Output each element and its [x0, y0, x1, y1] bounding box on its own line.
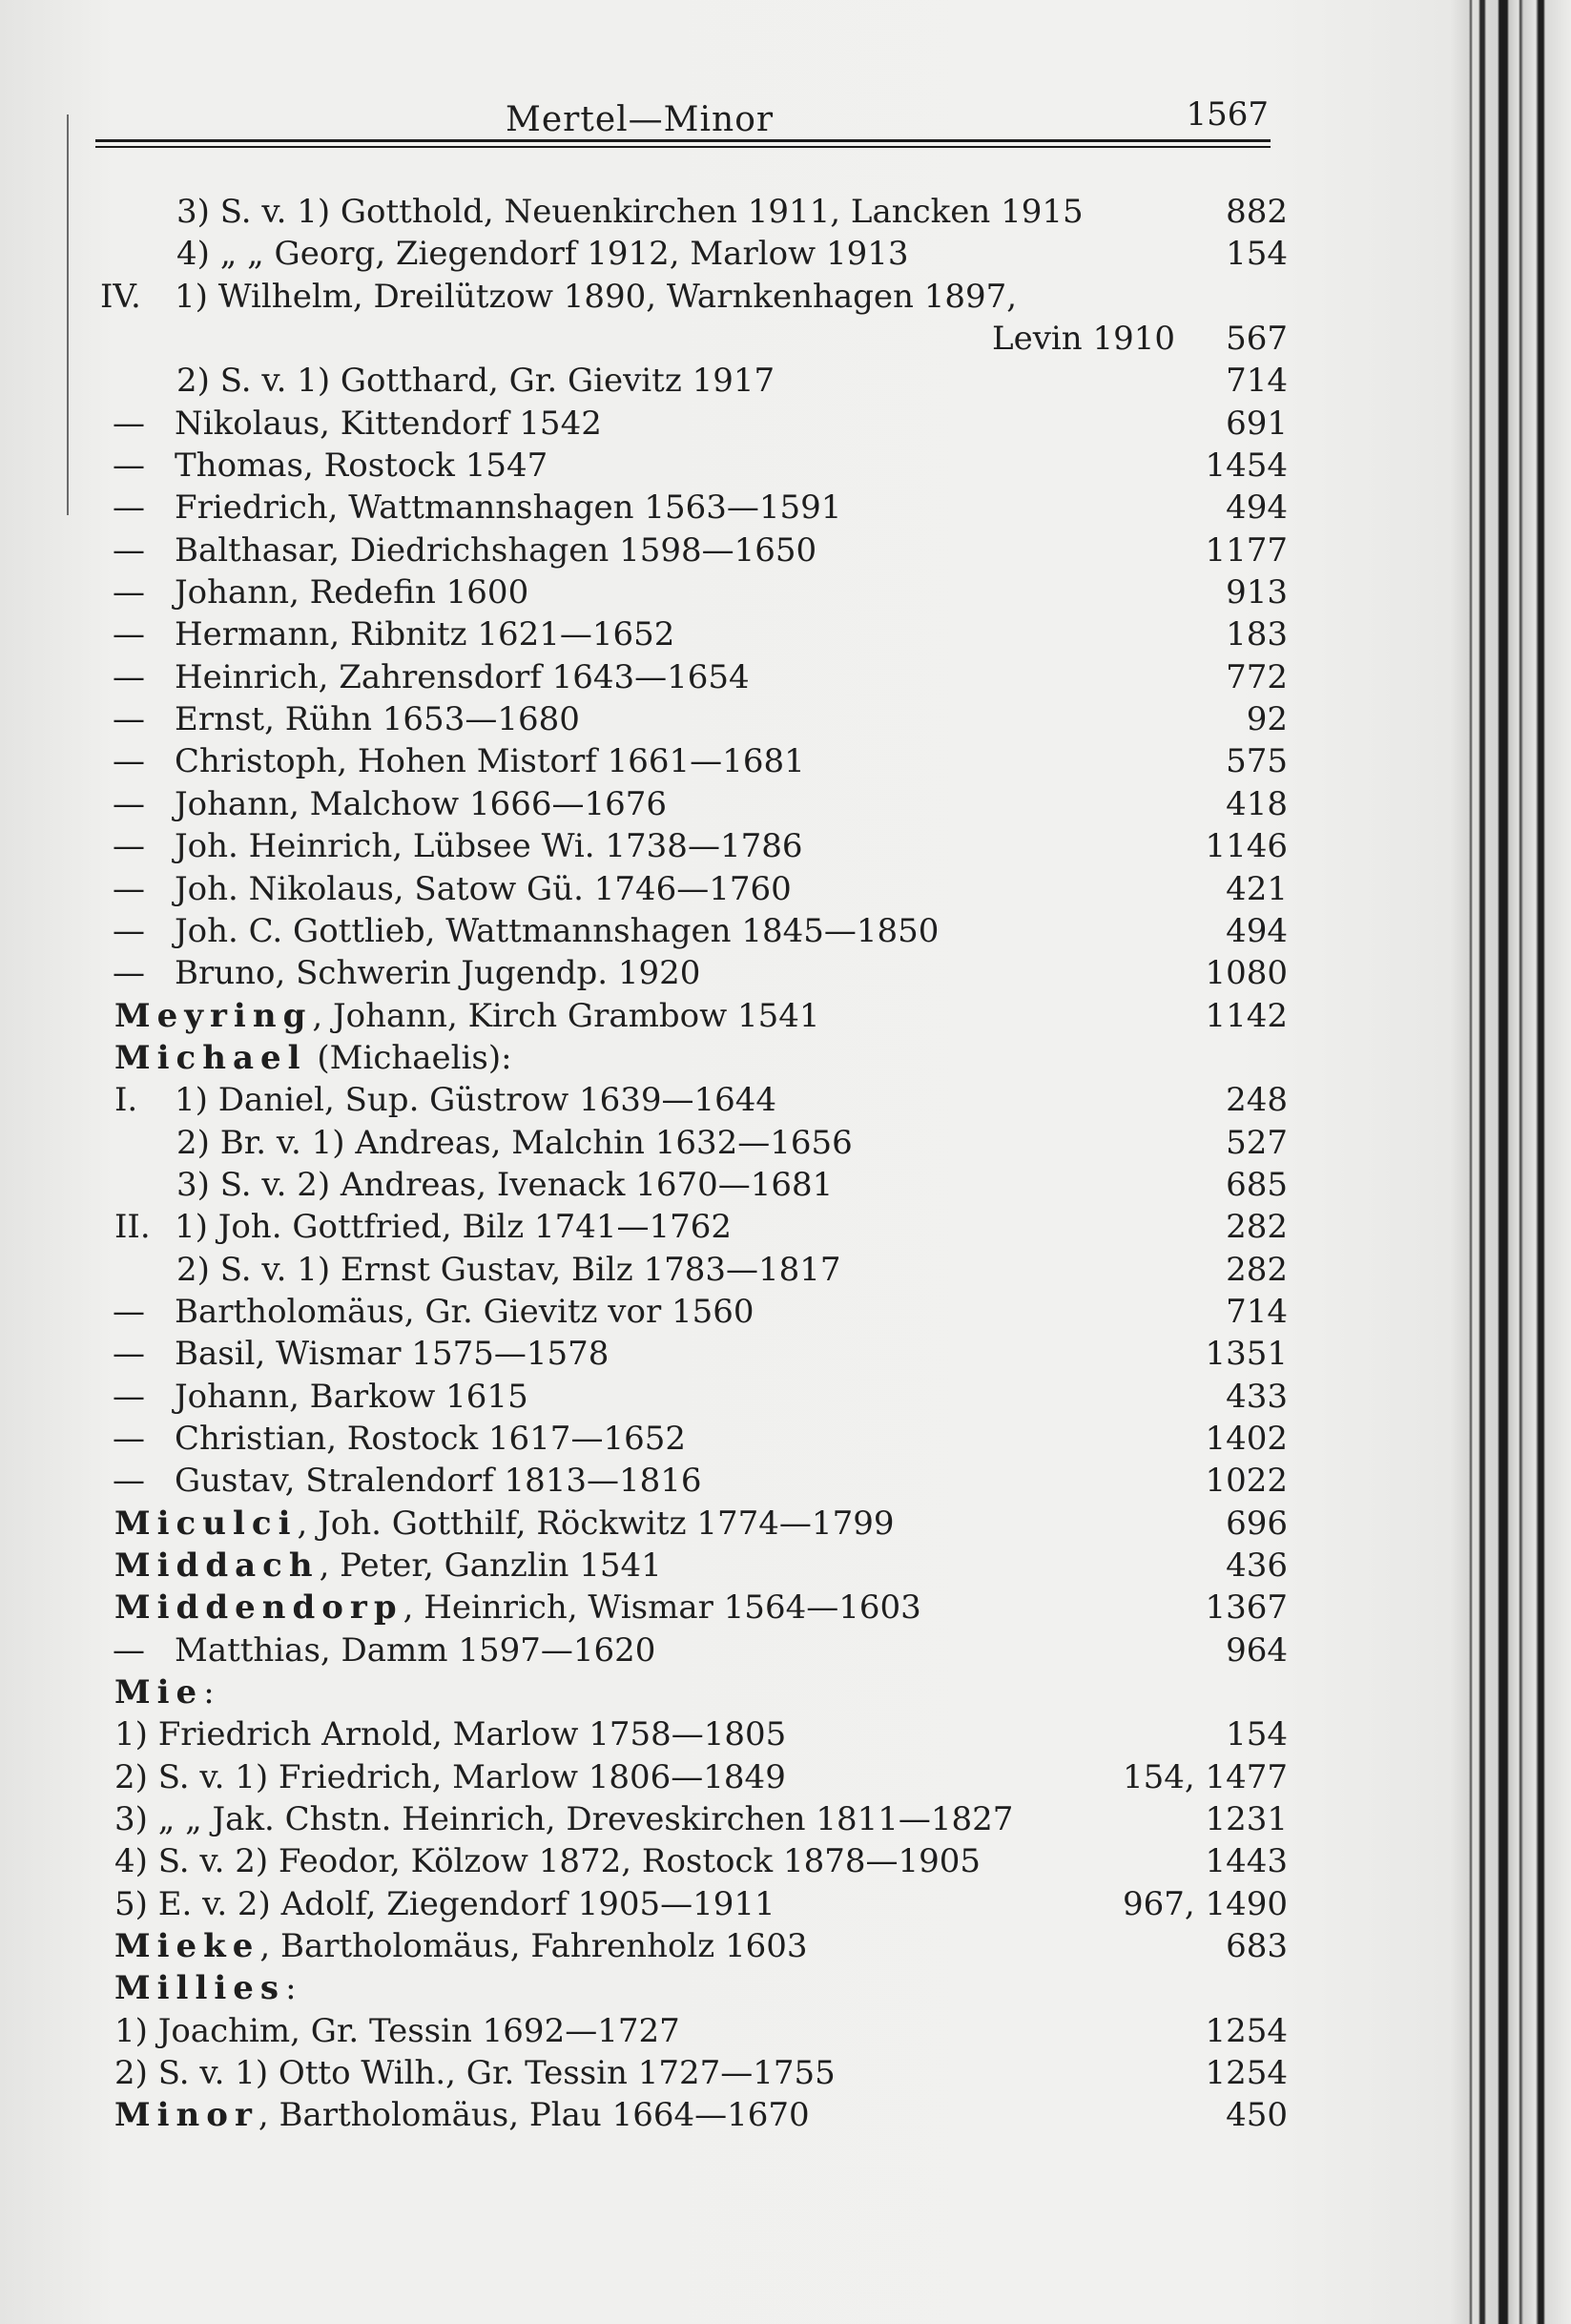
entry-text: Mieke, Bartholomäus, Fahrenholz 1603: [114, 1927, 808, 1966]
entry-page-ref: 1402: [1205, 1419, 1288, 1458]
entry-text: Minor, Bartholomäus, Plau 1664—1670: [114, 2096, 810, 2135]
index-entry: [0, 1545, 1316, 1587]
entry-text: 2) Br. v. 1) Andreas, Malchin 1632—1656: [176, 1123, 853, 1162]
entry-text: Middendorp, Heinrich, Wismar 1564—1603: [114, 1588, 921, 1628]
entry-page-ref: 1142: [1205, 996, 1288, 1035]
index-entry: [0, 571, 1316, 613]
index-entry: [0, 1587, 1316, 1629]
index-entry: [0, 1418, 1316, 1460]
entry-page-ref: 1022: [1205, 1462, 1288, 1501]
entry-page-ref: 1367: [1205, 1588, 1288, 1628]
entry-text: 4) S. v. 2) Feodor, Kölzow 1872, Rostock 1878—1905: [114, 1842, 982, 1881]
index-entry: [0, 1164, 1316, 1206]
entry-text: Hermann, Ribnitz 1621—1652: [175, 615, 675, 654]
entry-page-ref: 154: [1226, 1715, 1288, 1754]
entry-page-ref: 1351: [1205, 1335, 1288, 1374]
entry-text: Johann, Redefin 1600: [175, 573, 529, 612]
entry-page-ref: 1080: [1205, 954, 1288, 993]
index-entry: [0, 1122, 1316, 1164]
index-entry: [0, 487, 1316, 529]
entry-marker: —: [113, 488, 145, 528]
entry-text: Bruno, Schwerin Jugendp. 1920: [175, 954, 701, 993]
entry-text: 1) Friedrich Arnold, Marlow 1758—1805: [114, 1715, 787, 1754]
entry-page-ref: 1146: [1205, 827, 1288, 866]
entry-page-ref: 248: [1226, 1081, 1288, 1120]
header-rule: [95, 146, 1271, 148]
index-entry: [0, 1883, 1316, 1925]
entry-page-ref: 685: [1226, 1165, 1288, 1204]
index-list: [0, 191, 1316, 2137]
index-entry: [0, 1925, 1316, 1967]
entry-page-ref: 1254: [1205, 2011, 1288, 2050]
index-entry: [0, 613, 1316, 655]
entry-marker: —: [113, 1335, 145, 1374]
entry-text: Ernst, Rühn 1653—1680: [175, 700, 580, 739]
entry-marker: —: [113, 446, 145, 486]
index-entry: [0, 1629, 1316, 1671]
entry-text: 1) Joh. Gottfried, Bilz 1741—1762: [175, 1208, 732, 1247]
entry-text: Miculci, Joh. Gotthilf, Röckwitz 1774—1799: [114, 1504, 895, 1543]
entry-marker: —: [113, 784, 145, 823]
index-entry: [0, 783, 1316, 825]
entry-text: Levin 1910: [992, 320, 1176, 359]
entry-marker: —: [113, 1462, 145, 1501]
entry-marker: —: [113, 742, 145, 781]
index-entry: [0, 276, 1316, 318]
entry-page-ref: 691: [1226, 404, 1288, 443]
index-entry: [0, 2010, 1316, 2052]
entry-marker: —: [113, 657, 145, 696]
entry-text: Christoph, Hohen Mistorf 1661—1681: [175, 742, 805, 781]
entry-page-ref: 1254: [1205, 2054, 1288, 2093]
entry-text: Joh. C. Gottlieb, Wattmannshagen 1845—1850: [175, 911, 940, 950]
entry-page-ref: 527: [1226, 1123, 1288, 1162]
entry-marker: —: [113, 869, 145, 908]
index-entry: [0, 910, 1316, 952]
index-entry: [0, 1333, 1316, 1375]
entry-text: Heinrich, Zahrensdorf 1643—1654: [175, 657, 750, 696]
entry-marker: —: [113, 404, 145, 443]
entry-text: Nikolaus, Kittendorf 1542: [175, 404, 602, 443]
index-entry: [0, 1967, 1316, 2009]
index-entry: [0, 2094, 1316, 2136]
entry-text: Matthias, Damm 1597—1620: [175, 1630, 656, 1670]
entry-marker: —: [113, 530, 145, 570]
entry-text: Bartholomäus, Gr. Gievitz vor 1560: [175, 1292, 754, 1331]
index-entry: [0, 1376, 1316, 1418]
index-entry: [0, 403, 1316, 445]
entry-text: Basil, Wismar 1575—1578: [175, 1335, 610, 1374]
entry-text: Mie:: [114, 1673, 215, 1712]
entry-marker: —: [113, 573, 145, 612]
index-entry: [0, 1037, 1316, 1079]
index-entry: [0, 740, 1316, 782]
entry-page-ref: 714: [1226, 1292, 1288, 1331]
entry-page-ref: 421: [1226, 869, 1288, 908]
index-entry: [0, 1503, 1316, 1545]
entry-marker: II.: [114, 1208, 151, 1247]
entry-text: 3) S. v. 1) Gotthold, Neuenkirchen 1911, Lancken 1915: [176, 193, 1084, 231]
entry-page-ref: 913: [1226, 573, 1288, 612]
entry-page-ref: 433: [1226, 1377, 1288, 1416]
entry-marker: —: [113, 1419, 145, 1458]
index-entry: [0, 952, 1316, 994]
entry-text: Johann, Barkow 1615: [175, 1377, 528, 1416]
entry-page-ref: 1231: [1205, 1800, 1288, 1839]
entry-page-ref: 92: [1246, 700, 1288, 739]
index-entry: [0, 1756, 1316, 1798]
entry-text: 2) S. v. 1) Ernst Gustav, Bilz 1783—1817: [176, 1250, 841, 1289]
entry-marker: —: [113, 1377, 145, 1416]
entry-text: 1) Daniel, Sup. Güstrow 1639—1644: [175, 1081, 777, 1120]
index-entry: [0, 1206, 1316, 1248]
index-entry: [0, 1671, 1316, 1713]
entry-page-ref: 494: [1226, 488, 1288, 528]
entry-text: Friedrich, Wattmannshagen 1563—1591: [175, 488, 842, 528]
entry-page-ref: 418: [1226, 784, 1288, 823]
entry-text: 5) E. v. 2) Adolf, Ziegendorf 1905—1911: [114, 1884, 775, 1923]
entry-text: Meyring, Johann, Kirch Grambow 1541: [114, 996, 820, 1035]
index-entry: [0, 1291, 1316, 1333]
entry-page-ref: 567: [1226, 320, 1288, 359]
entry-page-ref: 282: [1226, 1208, 1288, 1247]
entry-page-ref: 1454: [1205, 446, 1288, 486]
entry-marker: —: [113, 911, 145, 950]
entry-marker: —: [113, 1292, 145, 1331]
entry-text: Michael (Michaelis):: [114, 1038, 512, 1077]
book-edge: [1469, 0, 1571, 2324]
index-entry: [0, 1713, 1316, 1755]
entry-marker: —: [113, 700, 145, 739]
entry-page-ref: 183: [1226, 615, 1288, 654]
entry-page-ref: 450: [1226, 2096, 1288, 2135]
index-entry: [0, 656, 1316, 698]
entry-page-ref: 882: [1226, 193, 1288, 231]
entry-text: Joh. Heinrich, Lübsee Wi. 1738—1786: [175, 827, 803, 866]
entry-page-ref: 282: [1226, 1250, 1288, 1289]
entry-text: Christian, Rostock 1617—1652: [175, 1419, 686, 1458]
entry-marker: IV.: [100, 277, 141, 316]
entry-page-ref: 714: [1226, 362, 1288, 401]
entry-page-ref: 436: [1226, 1546, 1288, 1585]
entry-page-ref: 154, 1477: [1122, 1757, 1288, 1796]
entry-text: 1) Wilhelm, Dreilützow 1890, Warnkenhagen 1897,: [175, 277, 1018, 316]
index-entry: [0, 1840, 1316, 1882]
index-entry: [0, 2052, 1316, 2094]
entry-page-ref: 683: [1226, 1927, 1288, 1966]
entry-text: 2) S. v. 1) Gotthard, Gr. Gievitz 1917: [176, 362, 775, 401]
entry-page-ref: 575: [1226, 742, 1288, 781]
index-entry: [0, 1249, 1316, 1291]
entry-text: Millies:: [114, 1969, 297, 2008]
entry-page-ref: 967, 1490: [1122, 1884, 1288, 1923]
entry-page-ref: 1177: [1205, 530, 1288, 570]
entry-text: Balthasar, Diedrichshagen 1598—1650: [175, 530, 817, 570]
entry-page-ref: 772: [1226, 657, 1288, 696]
index-entry: [0, 698, 1316, 740]
entry-page-ref: 1443: [1205, 1842, 1288, 1881]
entry-text: Gustav, Stralendorf 1813—1816: [175, 1462, 702, 1501]
entry-text: Joh. Nikolaus, Satow Gü. 1746—1760: [175, 869, 792, 908]
entry-page-ref: 494: [1226, 911, 1288, 950]
entry-page-ref: 964: [1226, 1630, 1288, 1670]
entry-page-ref: 154: [1226, 235, 1288, 274]
index-entry: [0, 318, 1316, 360]
index-entry: [0, 360, 1316, 402]
header-rule: [95, 139, 1271, 142]
index-entry: [0, 445, 1316, 487]
entry-text: Middach, Peter, Ganzlin 1541: [114, 1546, 662, 1585]
index-entry: [0, 1460, 1316, 1502]
entry-text: 3) S. v. 2) Andreas, Ivenack 1670—1681: [176, 1165, 834, 1204]
page-number: 1567: [1186, 95, 1269, 134]
index-entry: [0, 825, 1316, 867]
entry-text: 4) „ „ Georg, Ziegendorf 1912, Marlow 1913: [176, 235, 909, 274]
entry-marker: —: [113, 827, 145, 866]
index-entry: [0, 191, 1316, 233]
entry-text: 2) S. v. 1) Friedrich, Marlow 1806—1849: [114, 1757, 786, 1796]
entry-text: Johann, Malchow 1666—1676: [175, 784, 668, 823]
entry-marker: —: [113, 1630, 145, 1670]
entry-text: 3) „ „ Jak. Chstn. Heinrich, Dreveskirchen 1811—1827: [114, 1800, 1014, 1839]
index-entry: [0, 995, 1316, 1037]
entry-marker: —: [113, 615, 145, 654]
entry-marker: I.: [114, 1081, 138, 1120]
index-entry: [0, 1079, 1316, 1121]
index-entry: [0, 233, 1316, 275]
index-entry: [0, 1798, 1316, 1840]
entry-marker: —: [113, 954, 145, 993]
entry-text: Thomas, Rostock 1547: [175, 446, 548, 486]
page-title: Mertel—Minor: [506, 100, 775, 139]
index-entry: [0, 529, 1316, 571]
entry-text: 2) S. v. 1) Otto Wilh., Gr. Tessin 1727—1755: [114, 2054, 836, 2093]
index-entry: [0, 868, 1316, 910]
entry-text: 1) Joachim, Gr. Tessin 1692—1727: [114, 2011, 680, 2050]
entry-page-ref: 696: [1226, 1504, 1288, 1543]
